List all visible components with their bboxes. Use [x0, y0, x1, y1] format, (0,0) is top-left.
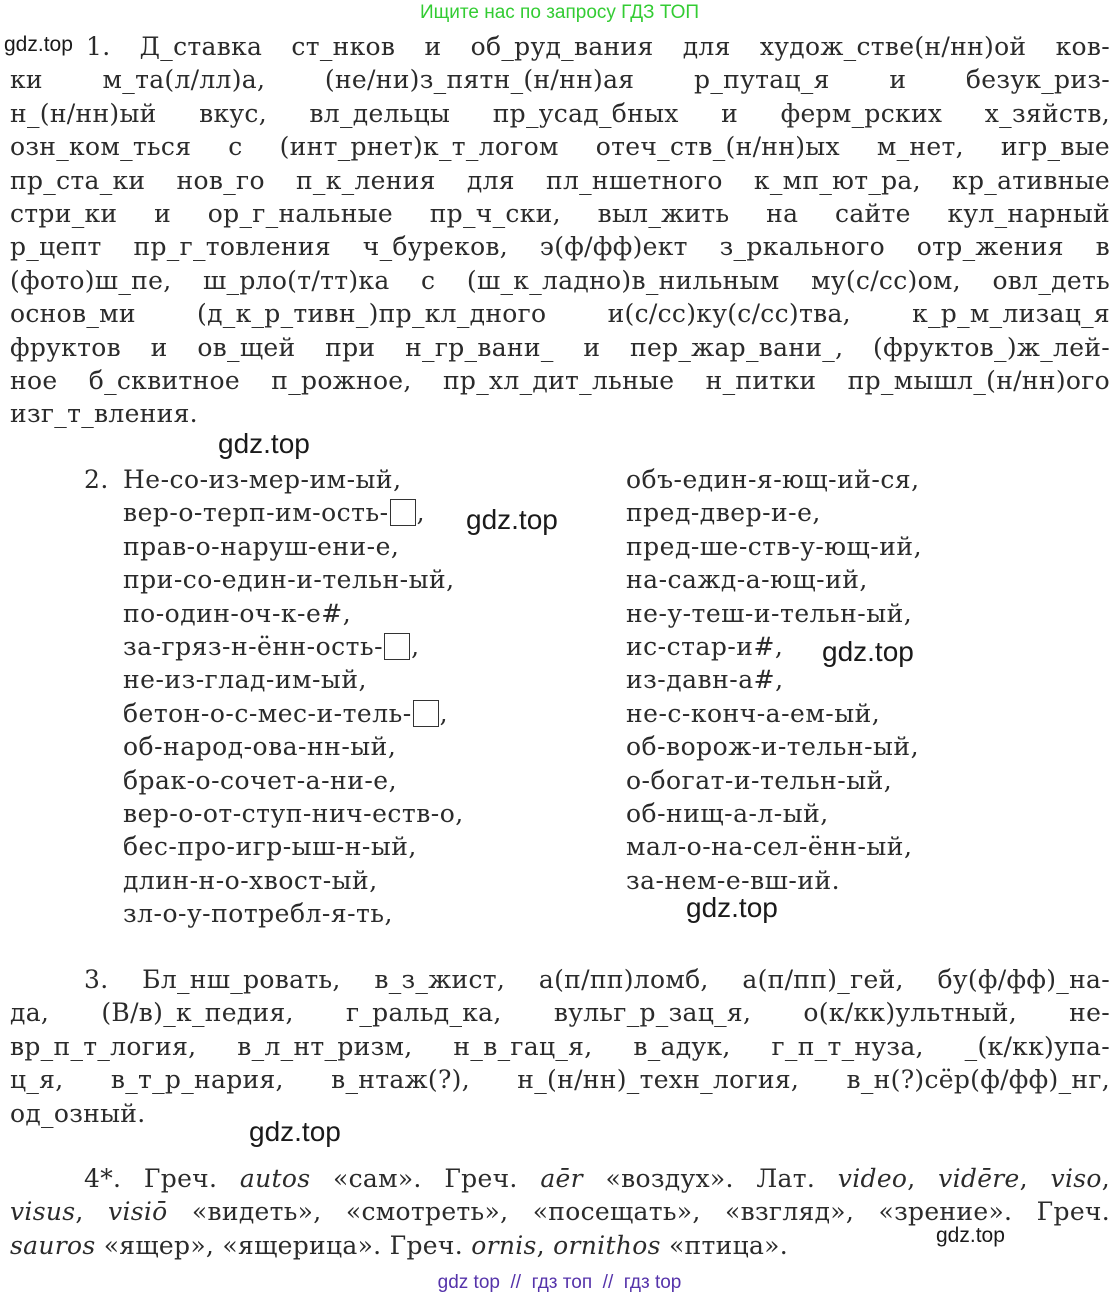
- ex3-line: 3. Бл_нш_ровать, в_з_жист, а(п/пп)ломб, а(п/пп)_гей, бу(ф/фф)_на-: [84, 965, 1110, 994]
- ex1-line: 1. Д_ставка ст_нков и об_руд_вания для худож_стве(н/нн)ой ков-: [86, 32, 1110, 61]
- word-item: по-один-оч-к-е#,: [123, 598, 352, 628]
- word-item: при-со-един-и-тельн-ый,: [123, 565, 455, 595]
- ex1-line: ки м_та(л/лл)а, (не/ни)з_пятн_(н/нн)ая р_путац_я и безук_риз-: [10, 65, 1110, 95]
- ex1-line: пр_ста_ки нов_го п_к_ления для пл_ншетного к_мп_ют_ра, кр_ативные: [10, 165, 1110, 195]
- watermark: gdz.top: [249, 1116, 341, 1147]
- ex1-line: ное б_сквитное п_рожное, пр_хл_дит_льные н_питки пр_мышл_(н/нн)ого: [10, 366, 1110, 396]
- ex2-number: 2.: [84, 465, 109, 494]
- word-item: Не-со-из-мер-им-ый,: [123, 465, 402, 494]
- word-item: вер-о-терп-им-ость- ,: [123, 498, 426, 528]
- watermark: gdz.top: [218, 428, 310, 459]
- word-item: брак-о-сочет-а-ни-е,: [123, 765, 398, 795]
- ex1-line: основ_ми (д_к_р_тивн_)пр_кл_дного и(с/сс)ку(с/сс)тва, к_р_м_лизац_я: [10, 299, 1110, 329]
- word-item: за-нем-е-вш-ий.: [626, 865, 841, 895]
- ex4-line: 4*. Греч. autos «сам». Греч. aēr «воздух». Лат. video, vidēre, viso,: [84, 1164, 1110, 1193]
- ex1-line: н_(н/нн)ый вкус, вл_дельцы пр_усад_бных и ферм_рских х_зяйств,: [10, 98, 1110, 128]
- watermark: gdz.top: [822, 636, 914, 667]
- word-item: об-народ-ова-нн-ый,: [123, 732, 397, 762]
- word-item: прав-о-наруш-ени-е,: [123, 531, 400, 561]
- ex4-line: sauros «ящер», «ящерица». Греч. ornis, ornithos «птица».: [10, 1230, 789, 1260]
- word-item: пред-ше-ств-у-ющ-ий,: [626, 531, 923, 561]
- watermark: gdz.top: [686, 892, 778, 923]
- ex2-right-column: [626, 463, 922, 897]
- word-item: бес-про-игр-ыш-н-ый,: [123, 832, 417, 862]
- exercise-1: [10, 30, 1110, 431]
- blank-box[interactable]: [384, 633, 410, 660]
- word-item: из-давн-а#,: [626, 665, 784, 695]
- word-item: не-из-глад-им-ый,: [123, 665, 367, 695]
- ex1-line: изг_т_вления.: [10, 399, 198, 429]
- ex4-line: visus, visiō «видеть», «смотреть», «посещать», «взгляд», «зрение». Греч.: [10, 1197, 1110, 1227]
- top-banner[interactable]: Ищите нас по запросу ГДЗ ТОП: [419, 2, 700, 23]
- word-item: не-с-конч-а-ем-ый,: [626, 698, 881, 728]
- ex1-line: стри_ки и ор_г_нальные пр_ч_ски, выл_жить на сайте кул_нарный: [10, 199, 1110, 229]
- ex3-line: ц_я, в_т_р_нария, в_нтаж(?), н_(н/нн)_техн_логия, в_н(?)сёр(ф/фф)_нг,: [10, 1065, 1110, 1095]
- ex3-line: од_озный.: [10, 1098, 146, 1128]
- ex1-line: озн_ком_ться с (инт_рнет)к_т_логом отеч_ств_(н/нн)ых м_нет, игр_вые: [10, 132, 1110, 162]
- watermark: gdz.top: [936, 1224, 1005, 1247]
- ex1-line: р_цепт пр_г_товления ч_буреков, э(ф/фф)ект з_ркального отр_жения в: [10, 232, 1110, 262]
- watermark: gdz.top: [466, 504, 558, 535]
- word-item: об-ворож-и-тельн-ый,: [626, 732, 920, 762]
- word-item: об-нищ-а-л-ый,: [626, 798, 829, 828]
- watermark: gdz.top: [4, 33, 73, 56]
- blank-box[interactable]: [413, 700, 439, 727]
- ex1-line: фруктов и ов_щей при н_гр_вани_ и пер_жар_вани_, (фруктов_)ж_лей-: [10, 332, 1110, 362]
- word-item: ис-стар-и#,: [626, 631, 784, 661]
- word-item: пред-двер-и-е,: [626, 498, 821, 528]
- word-item: вер-о-от-ступ-нич-еств-о,: [123, 798, 464, 828]
- blank-box[interactable]: [390, 499, 416, 526]
- ex1-line: (фото)ш_пе, ш_рло(т/тт)ка с (ш_к_ладно)в_нильным му(с/сс)ом, овл_деть: [10, 265, 1110, 295]
- word-item: о-богат-и-тельн-ый,: [626, 765, 893, 795]
- ex3-line: вр_п_т_логия, в_л_нт_ризм, н_в_гац_я, в_адук, г_п_т_нуза, _(к/кк)упа-: [10, 1031, 1110, 1061]
- word-item: мал-о-на-сел-ённ-ый,: [626, 832, 913, 862]
- ex3-line: да, (В/в)_к_педия, г_ральд_ка, вульг_р_зац_я, о(к/кк)ультный, не-: [10, 998, 1110, 1028]
- word-item: зл-о-у-потребл-я-ть,: [123, 899, 393, 929]
- footer-links[interactable]: gdz top // гдз топ // гдз top: [437, 1272, 682, 1293]
- word-item: бетон-о-с-мес-и-тель- ,: [123, 698, 449, 728]
- word-item: на-сажд-а-ющ-ий,: [626, 565, 868, 595]
- word-item: не-у-теш-и-тельн-ый,: [626, 598, 913, 628]
- word-item: длин-н-о-хвост-ый,: [123, 865, 378, 895]
- exercise-3: [10, 963, 1110, 1130]
- ex2-left-column: [123, 463, 464, 930]
- word-item: за-гряз-н-ённ-ость- ,: [123, 631, 420, 661]
- word-item: объ-един-я-ющ-ий-ся,: [626, 465, 920, 494]
